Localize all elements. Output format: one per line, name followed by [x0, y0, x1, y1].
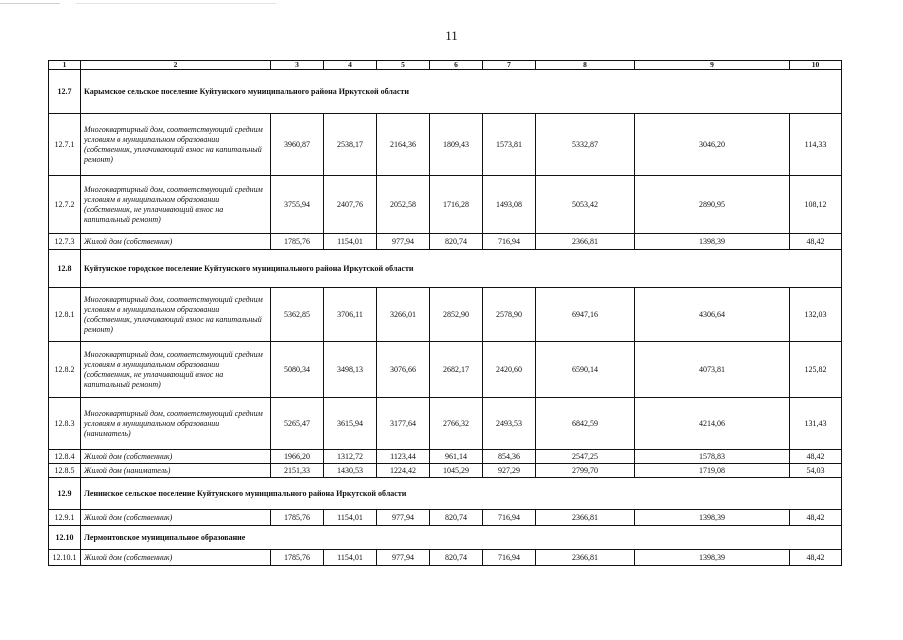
- column-number-cell: 8: [536, 61, 635, 70]
- row-code: 12.7.3: [49, 234, 81, 250]
- table-row: [49, 398, 842, 450]
- table-row: [49, 114, 842, 176]
- value-cell: 2151,33: [271, 464, 324, 478]
- value-cell: 2852,90: [430, 288, 483, 342]
- value-cell: 961,14: [430, 450, 483, 464]
- row-description: Многоквартирный дом, соответствующий средним условиям в муниципальном образовании (собственник, уплачивающий взнос на капитальный ремонт): [81, 114, 271, 176]
- value-cell: 854,36: [483, 450, 536, 464]
- value-cell: 48,42: [790, 510, 842, 526]
- value-cell: 2766,32: [430, 398, 483, 450]
- column-number-cell: 10: [790, 61, 842, 70]
- row-description: Жилой дом (собственник): [81, 510, 271, 526]
- section-title: Лермонтовское муниципальное образование: [81, 526, 842, 550]
- value-cell: 1154,01: [324, 234, 377, 250]
- value-cell: 820,74: [430, 234, 483, 250]
- value-cell: 3706,11: [324, 288, 377, 342]
- value-cell: 3755,94: [271, 176, 324, 234]
- row-code: 12.8.3: [49, 398, 81, 450]
- value-cell: 1716,28: [430, 176, 483, 234]
- value-cell: 3615,94: [324, 398, 377, 450]
- tariff-table: [48, 60, 842, 566]
- section-row: [49, 70, 842, 114]
- value-cell: 2366,81: [536, 234, 635, 250]
- value-cell: 48,42: [790, 550, 842, 566]
- value-cell: 1578,83: [635, 450, 790, 464]
- table-row: [49, 464, 842, 478]
- value-cell: 6842,59: [536, 398, 635, 450]
- value-cell: 2890,95: [635, 176, 790, 234]
- column-number-cell: 4: [324, 61, 377, 70]
- value-cell: 48,42: [790, 450, 842, 464]
- row-code: 12.9.1: [49, 510, 81, 526]
- value-cell: 1430,53: [324, 464, 377, 478]
- row-code: 12.8.2: [49, 342, 81, 398]
- value-cell: 1966,20: [271, 450, 324, 464]
- value-cell: 927,29: [483, 464, 536, 478]
- value-cell: 131,43: [790, 398, 842, 450]
- row-description: Многоквартирный дом, соответствующий средним условиям в муниципальном образовании (собственник, не уплачивающий взнос на капитальный ремонт): [81, 342, 271, 398]
- row-description: Многоквартирный дом, соответствующий средним условиям в муниципальном образовании (собственник, не уплачивающий взнос на капитальный ремонт): [81, 176, 271, 234]
- value-cell: 3266,01: [377, 288, 430, 342]
- row-code: 12.10.1: [49, 550, 81, 566]
- value-cell: 5265,47: [271, 398, 324, 450]
- row-description: Жилой дом (наниматель): [81, 464, 271, 478]
- row-description: Многоквартирный дом, соответствующий средним условиям в муниципальном образовании (собственник, уплачивающий взнос на капитальный ремонт): [81, 288, 271, 342]
- value-cell: 2164,36: [377, 114, 430, 176]
- table-row: [49, 342, 842, 398]
- value-cell: 108,12: [790, 176, 842, 234]
- row-code: 12.7: [49, 70, 81, 114]
- value-cell: 5053,42: [536, 176, 635, 234]
- value-cell: 820,74: [430, 550, 483, 566]
- value-cell: 1224,42: [377, 464, 430, 478]
- value-cell: 1493,08: [483, 176, 536, 234]
- value-cell: 2052,58: [377, 176, 430, 234]
- value-cell: 3076,66: [377, 342, 430, 398]
- section-row: [49, 250, 842, 288]
- value-cell: 1398,39: [635, 510, 790, 526]
- row-code: 12.10: [49, 526, 81, 550]
- value-cell: 6947,16: [536, 288, 635, 342]
- row-code: 12.7.2: [49, 176, 81, 234]
- value-cell: 132,03: [790, 288, 842, 342]
- value-cell: 716,94: [483, 234, 536, 250]
- table-row: [49, 234, 842, 250]
- column-number-cell: 1: [49, 61, 81, 70]
- section-title: Куйтунское городское поселение Куйтунского муниципального района Иркутской области: [81, 250, 842, 288]
- value-cell: 1785,76: [271, 234, 324, 250]
- value-cell: 48,42: [790, 234, 842, 250]
- scan-edge-line: [76, 3, 276, 4]
- scan-edge-line: [0, 3, 60, 4]
- value-cell: 716,94: [483, 550, 536, 566]
- row-code: 12.9: [49, 478, 81, 510]
- value-cell: 1154,01: [324, 510, 377, 526]
- column-number-cell: 7: [483, 61, 536, 70]
- column-number-cell: 9: [635, 61, 790, 70]
- row-code: 12.8.1: [49, 288, 81, 342]
- table-row: [49, 176, 842, 234]
- table-row: [49, 450, 842, 464]
- value-cell: 4306,64: [635, 288, 790, 342]
- value-cell: 1154,01: [324, 550, 377, 566]
- value-cell: 54,03: [790, 464, 842, 478]
- value-cell: 716,94: [483, 510, 536, 526]
- value-cell: 2538,17: [324, 114, 377, 176]
- section-row: [49, 478, 842, 510]
- column-number-header-row: [49, 61, 842, 70]
- value-cell: 1398,39: [635, 550, 790, 566]
- column-number-cell: 5: [377, 61, 430, 70]
- row-description: Жилой дом (собственник): [81, 450, 271, 464]
- value-cell: 6590,14: [536, 342, 635, 398]
- section-title: Ленинское сельское поселение Куйтунского муниципального района Иркутской области: [81, 478, 842, 510]
- column-number-cell: 3: [271, 61, 324, 70]
- value-cell: 1809,43: [430, 114, 483, 176]
- row-code: 12.7.1: [49, 114, 81, 176]
- value-cell: 4073,81: [635, 342, 790, 398]
- value-cell: 1312,72: [324, 450, 377, 464]
- value-cell: 1123,44: [377, 450, 430, 464]
- value-cell: 1045,29: [430, 464, 483, 478]
- value-cell: 2366,81: [536, 550, 635, 566]
- value-cell: 3177,64: [377, 398, 430, 450]
- value-cell: 977,94: [377, 234, 430, 250]
- value-cell: 2682,17: [430, 342, 483, 398]
- value-cell: 1785,76: [271, 550, 324, 566]
- value-cell: 2366,81: [536, 510, 635, 526]
- section-title: Карымское сельское поселение Куйтунского муниципального района Иркутской области: [81, 70, 842, 114]
- value-cell: 114,33: [790, 114, 842, 176]
- value-cell: 1785,76: [271, 510, 324, 526]
- value-cell: 5332,87: [536, 114, 635, 176]
- value-cell: 2547,25: [536, 450, 635, 464]
- column-number-cell: 6: [430, 61, 483, 70]
- value-cell: 125,82: [790, 342, 842, 398]
- value-cell: 3960,87: [271, 114, 324, 176]
- column-number-cell: 2: [81, 61, 271, 70]
- value-cell: 820,74: [430, 510, 483, 526]
- value-cell: 2420,60: [483, 342, 536, 398]
- row-code: 12.8: [49, 250, 81, 288]
- row-description: Многоквартирный дом, соответствующий средним условиям в муниципальном образовании (наниматель): [81, 398, 271, 450]
- value-cell: 4214,06: [635, 398, 790, 450]
- value-cell: 977,94: [377, 510, 430, 526]
- value-cell: 977,94: [377, 550, 430, 566]
- row-code: 12.8.5: [49, 464, 81, 478]
- value-cell: 1573,81: [483, 114, 536, 176]
- row-code: 12.8.4: [49, 450, 81, 464]
- row-description: Жилой дом (собственник): [81, 234, 271, 250]
- value-cell: 5080,34: [271, 342, 324, 398]
- value-cell: 1719,08: [635, 464, 790, 478]
- value-cell: 2578,90: [483, 288, 536, 342]
- value-cell: 5362,85: [271, 288, 324, 342]
- value-cell: 2407,76: [324, 176, 377, 234]
- page-number: 11: [445, 28, 458, 43]
- value-cell: 1398,39: [635, 234, 790, 250]
- value-cell: 3498,13: [324, 342, 377, 398]
- value-cell: 2799,70: [536, 464, 635, 478]
- row-description: Жилой дом (собственник): [81, 550, 271, 566]
- value-cell: 2493,53: [483, 398, 536, 450]
- table-row: [49, 550, 842, 566]
- table-row: [49, 288, 842, 342]
- table-row: [49, 510, 842, 526]
- section-row: [49, 526, 842, 550]
- value-cell: 3046,20: [635, 114, 790, 176]
